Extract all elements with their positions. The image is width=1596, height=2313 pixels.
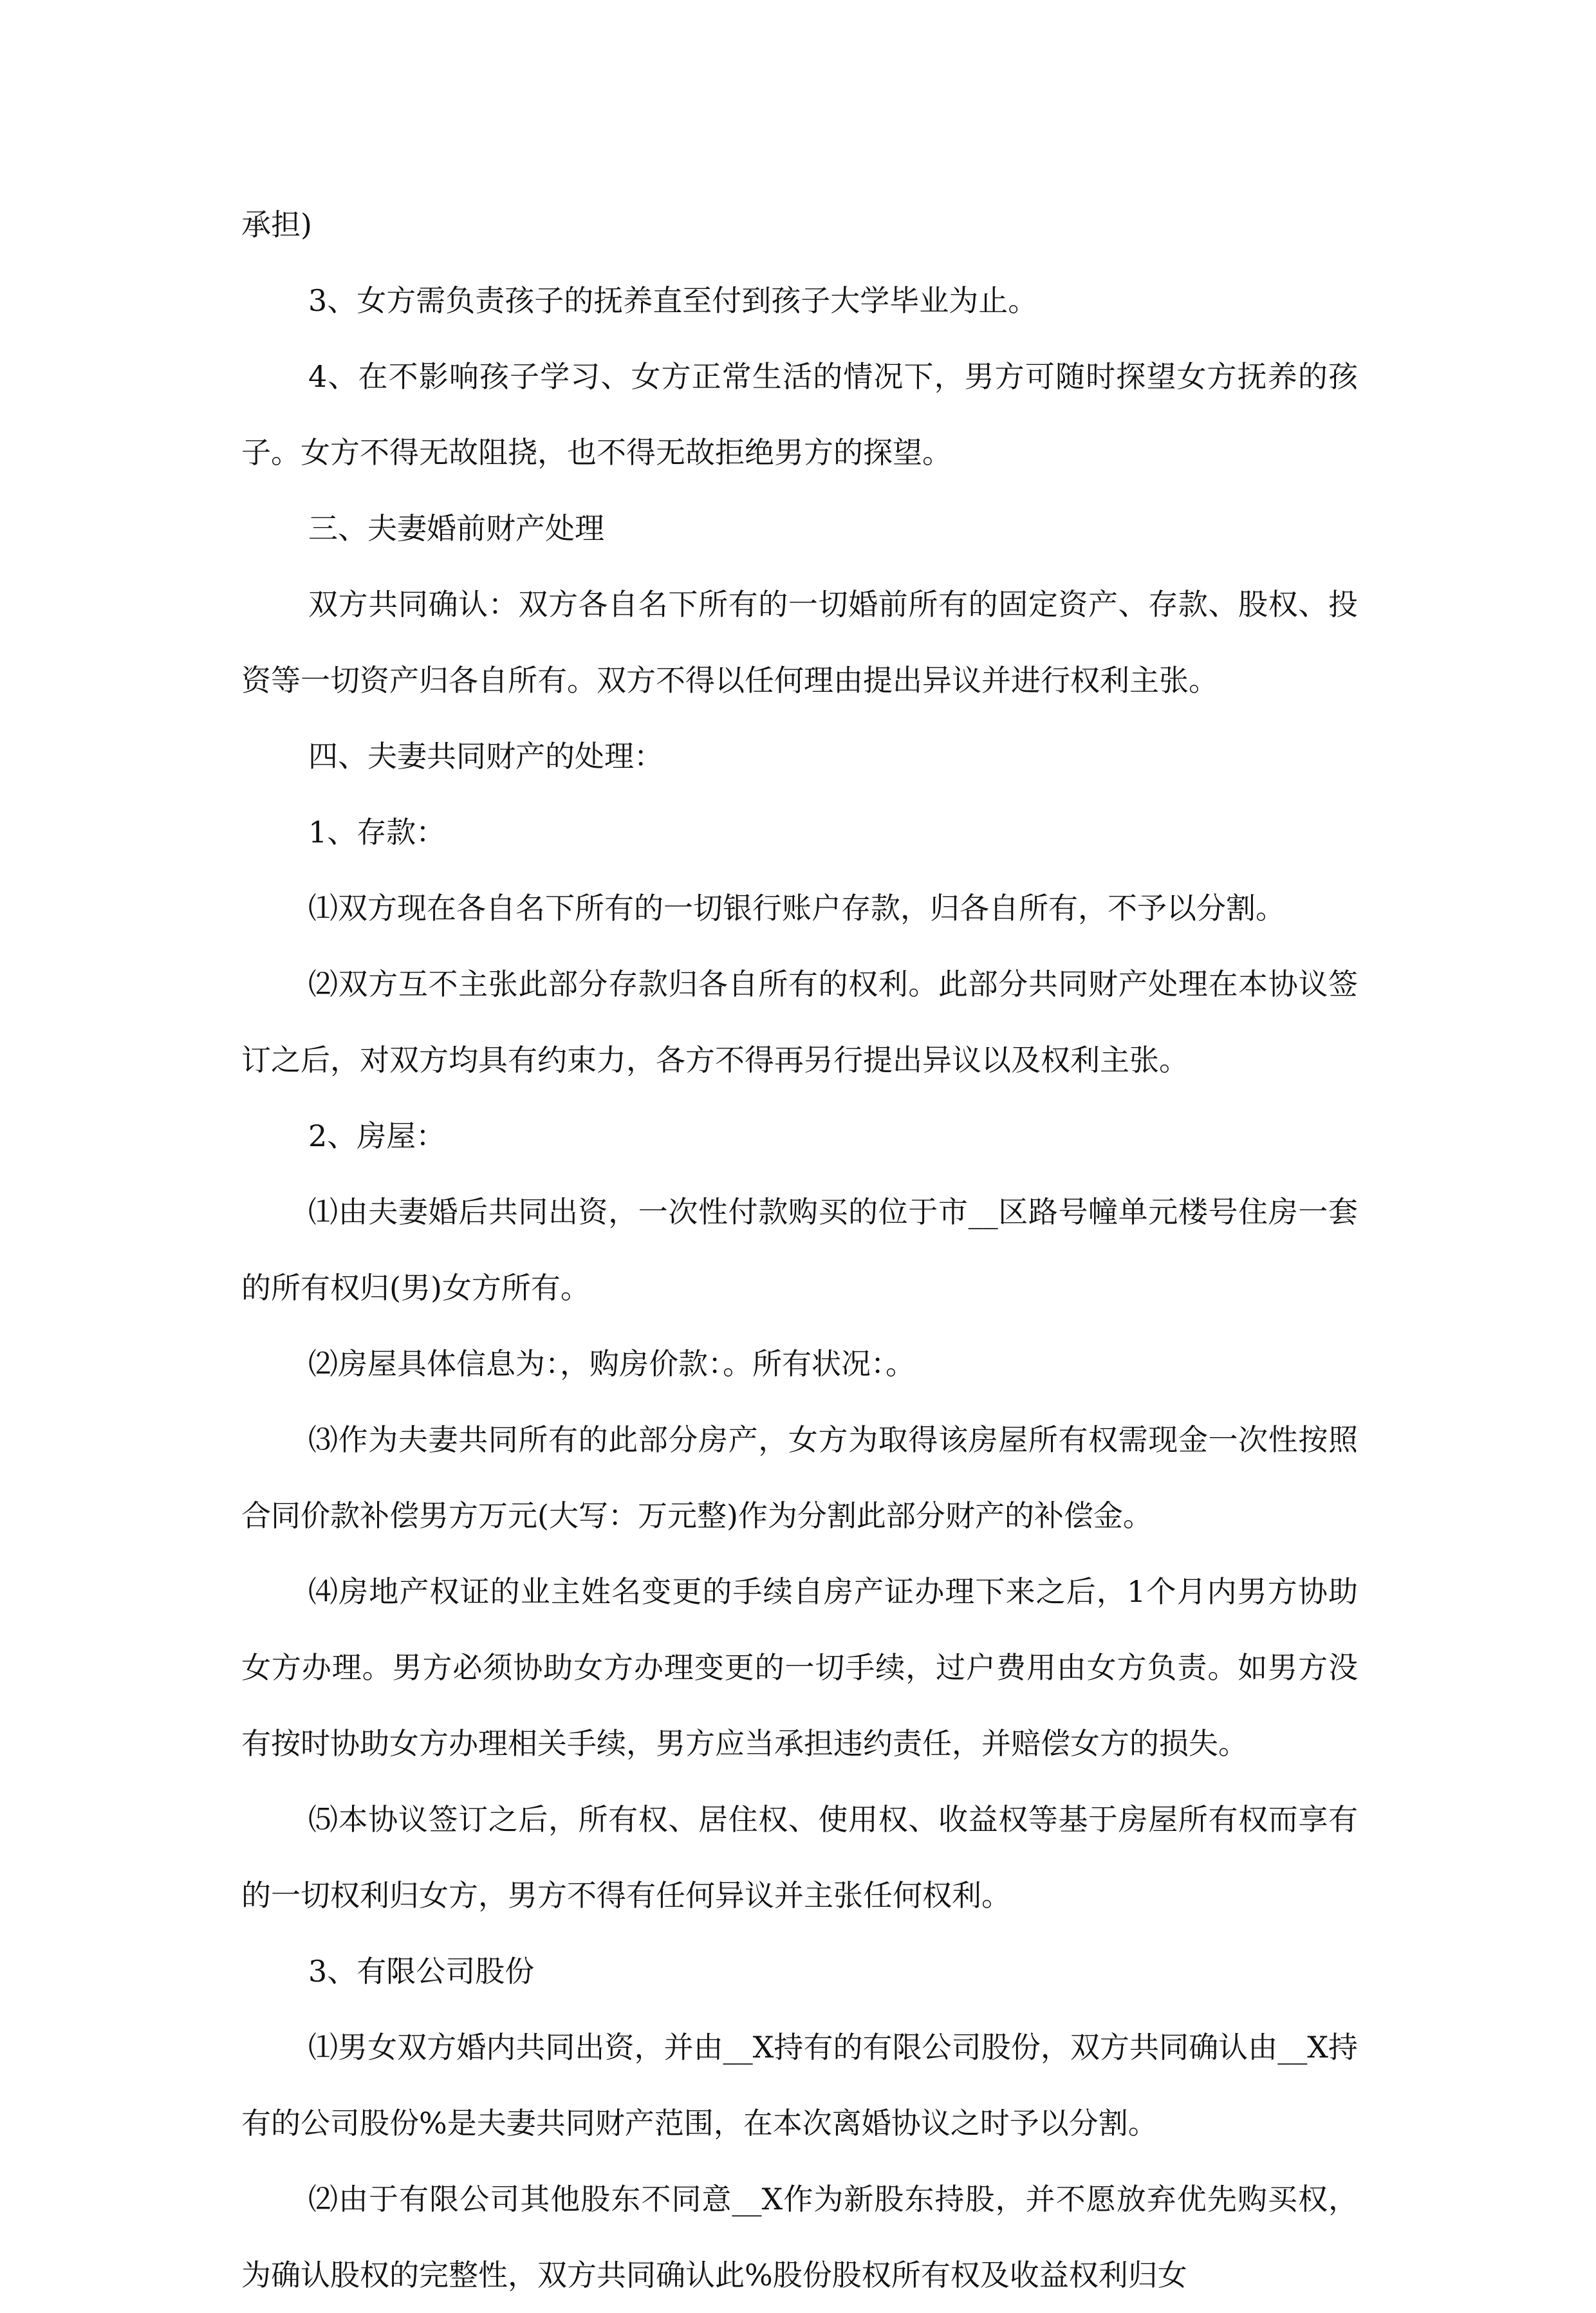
- paragraph-house-5: ⑸本协议签订之后，所有权、居住权、使用权、收益权等基于房屋所有权而享有的一切权利归女方，男方不得有任何异议并主张任何权利。: [241, 1802, 1358, 1913]
- paragraph-shares-2: ⑵由于有限公司其他股东不同意__X作为新股东持股，并不愿放弃优先购买权，为确认股权的完整性，双方共同确认此%股份股权所有权及收益权利归女: [241, 2182, 1358, 2292]
- paragraph-shares-1: ⑴男女双方婚内共同出资，并由__X持有的有限公司股份，双方共同确认由__X持有的公司股份%是夫妻共同财产范围，在本次离婚协议之时予以分割。: [241, 2030, 1358, 2141]
- paragraph-house-1: ⑴由夫妻婚后共同出资，一次性付款购买的位于市__区路号幢单元楼号住房一套的所有权归(男)女方所有。: [241, 1194, 1358, 1305]
- paragraph-visitation: 4、在不影响孩子学习、女方正常生活的情况下，男方可随时探望女方抚养的孩子。女方不得无故阻挠，也不得无故拒绝男方的探望。: [241, 359, 1358, 470]
- subheading-house: 2、房屋：: [308, 1119, 446, 1153]
- paragraph-child-support: 3、女方需负责孩子的抚养直至付到孩子大学毕业为止。: [308, 283, 1038, 318]
- subheading-deposits: 1、存款：: [308, 815, 446, 850]
- paragraph-house-3: ⑶作为夫妻共同所有的此部分房产，女方为取得该房屋所有权需现金一次性按照合同价款补偿男方万元(大写：万元整)作为分割此部分财产的补偿金。: [241, 1422, 1358, 1533]
- section-heading-joint-property: 四、夫妻共同财产的处理：: [308, 739, 663, 774]
- paragraph-premarital-confirmation: 双方共同确认：双方各自名下所有的一切婚前所有的固定资产、存款、股权、投资等一切资产归各自所有。双方不得以任何理由提出异议并进行权利主张。: [241, 587, 1358, 698]
- document-body: [241, 187, 1358, 2313]
- subheading-company-shares: 3、有限公司股份: [308, 1954, 535, 1989]
- paragraph-house-4: ⑷房地产权证的业主姓名变更的手续自房产证办理下来之后，1个月内男方协助女方办理。男方必须协助女方办理变更的一切手续，过户费用由女方负责。如男方没有按时协助女方办理相关手续，男方应当承担违约责任，并赔偿女方的损失。: [241, 1574, 1358, 1761]
- section-heading-premarital-property: 三、夫妻婚前财产处理: [308, 511, 604, 546]
- paragraph-deposits-2: ⑵双方互不主张此部分存款归各自所有的权利。此部分共同财产处理在本协议签订之后，对双方均具有约束力，各方不得再另行提出异议以及权利主张。: [241, 967, 1358, 1077]
- paragraph-deposits-1: ⑴双方现在各自名下所有的一切银行账户存款，归各自所有，不予以分割。: [308, 891, 1285, 925]
- paragraph-continuation: 承担): [241, 207, 312, 242]
- paragraph-house-2: ⑵房屋具体信息为：，购房价款：。所有状况：。: [308, 1346, 915, 1381]
